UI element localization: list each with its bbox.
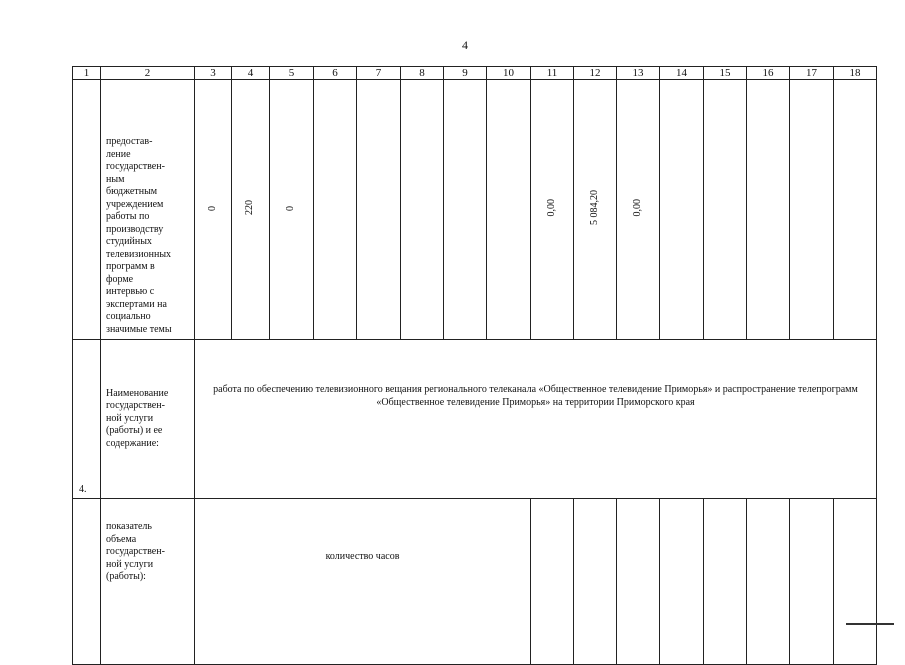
cell-col8 — [401, 80, 444, 340]
work-description — [101, 80, 195, 340]
column-number: 2 — [101, 67, 195, 80]
column-number: 15 — [704, 67, 747, 80]
column-number: 4 — [232, 67, 270, 80]
column-number: 18 — [834, 67, 877, 80]
column-number: 7 — [357, 67, 401, 80]
indicator-row — [73, 499, 877, 665]
cell-col17 — [790, 80, 834, 340]
cell-col17 — [790, 499, 834, 665]
cell-col16 — [747, 499, 790, 665]
value-col5: 0 — [285, 206, 297, 212]
work-description-text: предостав- ление государствен- ным бюджетным учреждением работы по производству студийных телевизионных программ в форме интервью с экспертами на социально значимые темы — [106, 136, 172, 335]
row-number-cell — [73, 499, 101, 665]
column-number: 11 — [531, 67, 574, 80]
service-name-row — [73, 340, 877, 499]
value-col11: 0,00 — [545, 198, 557, 216]
cell-col11 — [531, 80, 574, 340]
column-number: 12 — [574, 67, 617, 80]
work-row — [73, 80, 877, 340]
column-number: 10 — [487, 67, 531, 80]
cell-col14 — [660, 499, 704, 665]
cell-col15 — [704, 499, 747, 665]
cell-col3 — [195, 80, 232, 340]
cell-col6 — [314, 80, 357, 340]
value-col13: 0,00 — [631, 198, 643, 216]
column-number: 3 — [195, 67, 232, 80]
page-number: 4 — [462, 38, 468, 52]
cell-col5 — [270, 80, 314, 340]
indicator-label — [101, 499, 195, 665]
cell-col12 — [574, 499, 617, 665]
cell-col13 — [617, 80, 660, 340]
cell-col9 — [444, 80, 487, 340]
column-number: 13 — [617, 67, 660, 80]
indicator-value: количество часов — [195, 499, 531, 665]
cell-col12 — [574, 80, 617, 340]
budget-table — [72, 66, 877, 665]
column-number: 8 — [401, 67, 444, 80]
service-name-label — [101, 340, 195, 499]
column-number: 14 — [660, 67, 704, 80]
cell-col16 — [747, 80, 790, 340]
cell-col15 — [704, 80, 747, 340]
service-name-content: работа по обеспечению телевизионного вещания регионального телеканала «Общественное телевидение Приморья» и распространение телепрограмм «Общественное телевидение Приморья» на территории Приморского края — [195, 340, 877, 499]
cell-col7 — [357, 80, 401, 340]
value-col12: 5 084,20 — [588, 189, 600, 225]
column-number: 16 — [747, 67, 790, 80]
cell-col13 — [617, 499, 660, 665]
bottom-edge-mark — [846, 623, 894, 625]
column-number: 9 — [444, 67, 487, 80]
column-number: 6 — [314, 67, 357, 80]
cell-col14 — [660, 80, 704, 340]
cell-col10 — [487, 80, 531, 340]
column-number: 1 — [73, 67, 101, 80]
column-number: 5 — [270, 67, 314, 80]
value-col3: 0 — [206, 206, 218, 212]
column-number-row — [73, 67, 877, 80]
cell-col11 — [531, 499, 574, 665]
cell-col18 — [834, 499, 877, 665]
row-number: 4. — [73, 340, 101, 499]
value-col4: 220 — [244, 199, 256, 215]
service-name-label-text: Наименование государствен- ной услуги (работы) и ее содержание: — [106, 387, 169, 449]
indicator-label-text: показатель объема государствен- ной услуги (работы): — [106, 521, 165, 582]
cell-col18 — [834, 80, 877, 340]
column-number: 17 — [790, 67, 834, 80]
row-number-cell — [73, 80, 101, 340]
cell-col4 — [232, 80, 270, 340]
